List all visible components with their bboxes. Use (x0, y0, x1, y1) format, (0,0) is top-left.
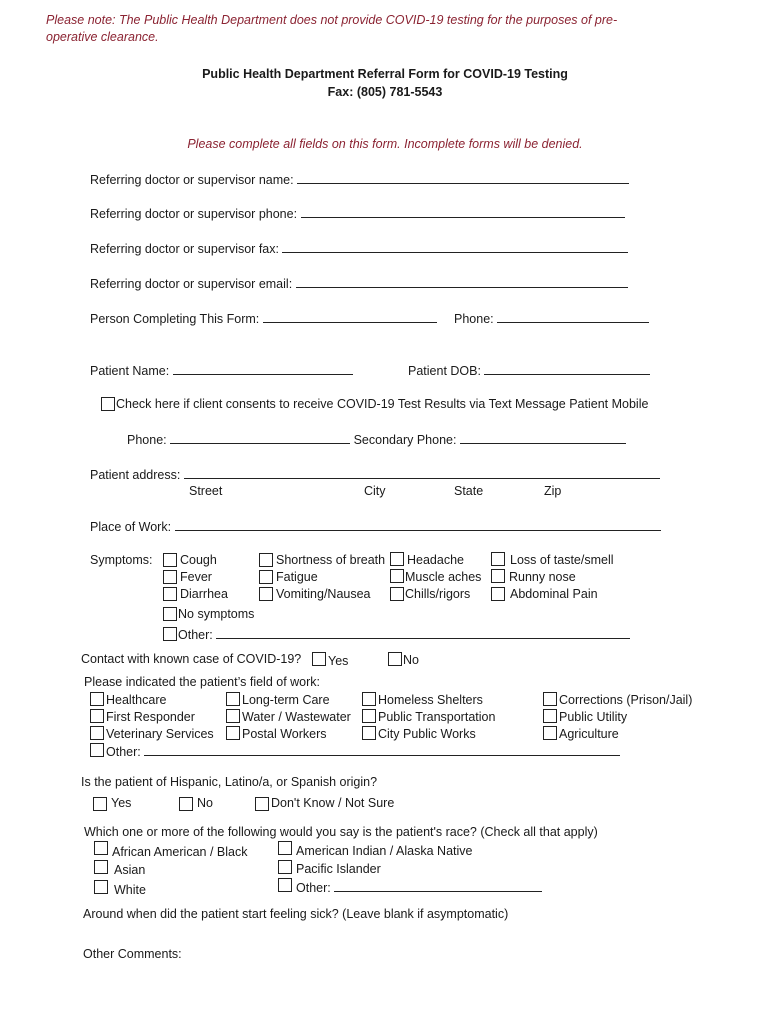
race-other-row (296, 880, 542, 896)
work-veterinary-checkbox[interactable] (90, 726, 104, 740)
hispanic-no-checkbox[interactable] (179, 797, 193, 811)
work-other-label: Other: (106, 745, 141, 759)
work-corrections-label: Corrections (Prison/Jail) (559, 693, 693, 707)
referrer-phone-row (90, 206, 625, 222)
patient-phone-label: Phone: (127, 433, 167, 447)
patient-dob-field[interactable] (484, 363, 650, 375)
work-water-label: Water / Wastewater (242, 710, 351, 724)
work-water-checkbox[interactable] (226, 709, 240, 723)
address-state-caption: State (454, 484, 484, 498)
address-zip-caption: Zip (544, 484, 562, 498)
symptom-runny-label: Runny nose (509, 570, 576, 584)
comments-label: Other Comments: (83, 947, 182, 961)
race-label: Which one or more of the following would you say is the patient's race? (Check all that apply) (84, 825, 598, 839)
patient-dob-label: Patient DOB: (408, 364, 481, 378)
symptom-chills-checkbox[interactable] (390, 587, 404, 601)
symptom-fatigue-label: Fatigue (276, 570, 318, 584)
work-agriculture-label: Agriculture (559, 727, 619, 741)
patient-dob-row (408, 363, 650, 379)
race-white-checkbox[interactable] (94, 880, 108, 894)
completion-warning: Please complete all fields on this form. Incomplete forms will be denied. (187, 137, 583, 151)
symptom-muscle-checkbox[interactable] (390, 569, 404, 583)
race-pacific-label: Pacific Islander (296, 862, 381, 876)
patient-phone-row (127, 432, 626, 448)
symptom-shortness-label: Shortness of breath (276, 553, 386, 567)
referrer-phone-field[interactable] (301, 206, 625, 218)
race-african-label: African American / Black (112, 845, 248, 859)
address-street-caption: Street (189, 484, 223, 498)
place-of-work-field[interactable] (175, 519, 661, 531)
work-postal-checkbox[interactable] (226, 726, 240, 740)
symptom-cough-checkbox[interactable] (163, 553, 177, 567)
race-other-field[interactable] (334, 880, 542, 892)
work-utility-checkbox[interactable] (543, 709, 557, 723)
contact-no-checkbox[interactable] (388, 652, 402, 666)
work-corrections-checkbox[interactable] (543, 692, 557, 706)
hispanic-no-label: No (197, 796, 213, 810)
address-city-caption: City (364, 484, 386, 498)
hispanic-unsure-label: Don't Know / Not Sure (271, 796, 395, 810)
symptom-muscle-label: Muscle aches (405, 570, 482, 584)
text-consent-checkbox[interactable] (101, 397, 115, 411)
symptom-taste-label: Loss of taste/smell (510, 553, 614, 567)
completer-phone-label: Phone: (454, 312, 494, 326)
symptom-none-label: No symptoms (178, 607, 255, 621)
work-city-label: City Public Works (378, 727, 476, 741)
work-utility-label: Public Utility (559, 710, 628, 724)
work-veterinary-label: Veterinary Services (106, 727, 214, 741)
work-healthcare-label: Healthcare (106, 693, 167, 707)
work-field-label: Please indicated the patient’s field of work: (84, 675, 321, 689)
symptom-abdominal-label: Abdominal Pain (510, 587, 598, 601)
work-homeless-checkbox[interactable] (362, 692, 376, 706)
patient-name-row (90, 363, 353, 379)
race-african-checkbox[interactable] (94, 841, 108, 855)
place-of-work-row (90, 519, 661, 535)
symptom-other-label: Other: (178, 628, 213, 642)
symptom-headache-checkbox[interactable] (390, 552, 404, 566)
completer-label: Person Completing This Form: (90, 312, 260, 326)
fax-number: Fax: (805) 781-5543 (327, 85, 443, 99)
race-native-checkbox[interactable] (278, 841, 292, 855)
notice-line-2: operative clearance. (46, 30, 159, 44)
work-city-checkbox[interactable] (362, 726, 376, 740)
notice-line-1: Please note: The Public Health Department does not provide COVID-19 testing for the purposes of pre- (46, 13, 618, 27)
form-title: Public Health Department Referral Form for COVID-19 Testing (202, 67, 568, 81)
work-long-term-label: Long-term Care (242, 693, 330, 707)
secondary-phone-label: Secondary Phone: (353, 433, 457, 447)
symptom-chills-label: Chills/rigors (405, 587, 471, 601)
completer-phone-field[interactable] (497, 311, 649, 323)
text-consent-label: Check here if client consents to receive COVID-19 Test Results via Text Message Patient Mobile (116, 397, 649, 411)
symptom-fever-label: Fever (180, 570, 212, 584)
symptom-other-row (178, 627, 630, 643)
hispanic-label: Is the patient of Hispanic, Latino/a, or Spanish origin? (81, 775, 378, 789)
work-long-term-checkbox[interactable] (226, 692, 240, 706)
work-first-responder-checkbox[interactable] (90, 709, 104, 723)
contact-label: Contact with known case of COVID-19? (81, 652, 302, 666)
secondary-phone-field[interactable] (460, 432, 626, 444)
work-other-row (106, 744, 620, 760)
patient-name-field[interactable] (173, 363, 353, 375)
hispanic-yes-checkbox[interactable] (93, 797, 107, 811)
work-postal-label: Postal Workers (242, 727, 327, 741)
referrer-phone-label: Referring doctor or supervisor phone: (90, 207, 298, 221)
referrer-name-row (90, 172, 629, 188)
work-first-responder-label: First Responder (106, 710, 195, 724)
patient-phone-field[interactable] (170, 432, 350, 444)
patient-address-field[interactable] (184, 467, 660, 479)
symptom-diarrhea-checkbox[interactable] (163, 587, 177, 601)
referrer-email-label: Referring doctor or supervisor email: (90, 277, 293, 291)
referrer-name-field[interactable] (297, 172, 629, 184)
contact-yes-checkbox[interactable] (312, 652, 326, 666)
symptom-vomiting-label: Vomiting/Nausea (276, 587, 371, 601)
work-other-checkbox[interactable] (90, 743, 104, 757)
referrer-name-label: Referring doctor or supervisor name: (90, 173, 294, 187)
work-transport-label: Public Transportation (378, 710, 496, 724)
sick-onset-label: Around when did the patient start feeling sick? (Leave blank if asymptomatic) (83, 907, 509, 921)
hispanic-yes-label: Yes (111, 796, 132, 810)
patient-address-label: Patient address: (90, 468, 181, 482)
symptom-taste-checkbox[interactable] (491, 552, 505, 566)
symptom-cough-label: Cough (180, 553, 217, 567)
symptom-vomiting-checkbox[interactable] (259, 587, 273, 601)
symptom-runny-checkbox[interactable] (491, 569, 505, 583)
completer-phone-row (454, 311, 649, 327)
race-asian-label: Asian (114, 863, 146, 877)
referrer-fax-label: Referring doctor or supervisor fax: (90, 242, 279, 256)
referrer-fax-row (90, 241, 628, 257)
symptom-fatigue-checkbox[interactable] (259, 570, 273, 584)
patient-address-row (90, 467, 660, 483)
symptom-shortness-checkbox[interactable] (259, 553, 273, 567)
symptom-none-checkbox[interactable] (163, 607, 177, 621)
race-other-label: Other: (296, 881, 331, 895)
race-pacific-checkbox[interactable] (278, 860, 292, 874)
referrer-email-field[interactable] (296, 276, 628, 288)
referrer-fax-field[interactable] (282, 241, 628, 253)
symptom-diarrhea-label: Diarrhea (180, 587, 228, 601)
race-white-label: White (114, 883, 146, 897)
race-other-checkbox[interactable] (278, 878, 292, 892)
hispanic-unsure-checkbox[interactable] (255, 797, 269, 811)
patient-name-label: Patient Name: (90, 364, 170, 378)
completer-row (90, 311, 437, 327)
symptom-other-field[interactable] (216, 627, 630, 639)
symptom-abdominal-checkbox[interactable] (491, 587, 505, 601)
symptoms-label: Symptoms: (90, 553, 153, 567)
referrer-email-row (90, 276, 628, 292)
symptom-fever-checkbox[interactable] (163, 570, 177, 584)
place-of-work-label: Place of Work: (90, 520, 172, 534)
work-transport-checkbox[interactable] (362, 709, 376, 723)
completer-field[interactable] (263, 311, 437, 323)
symptom-other-checkbox[interactable] (163, 627, 177, 641)
symptom-headache-label: Headache (407, 553, 464, 567)
race-native-label: American Indian / Alaska Native (296, 844, 473, 858)
work-other-field[interactable] (144, 744, 620, 756)
work-healthcare-checkbox[interactable] (90, 692, 104, 706)
work-homeless-label: Homeless Shelters (378, 693, 483, 707)
contact-no-label: No (403, 653, 419, 667)
contact-yes-label: Yes (328, 654, 349, 668)
work-agriculture-checkbox[interactable] (543, 726, 557, 740)
race-asian-checkbox[interactable] (94, 860, 108, 874)
